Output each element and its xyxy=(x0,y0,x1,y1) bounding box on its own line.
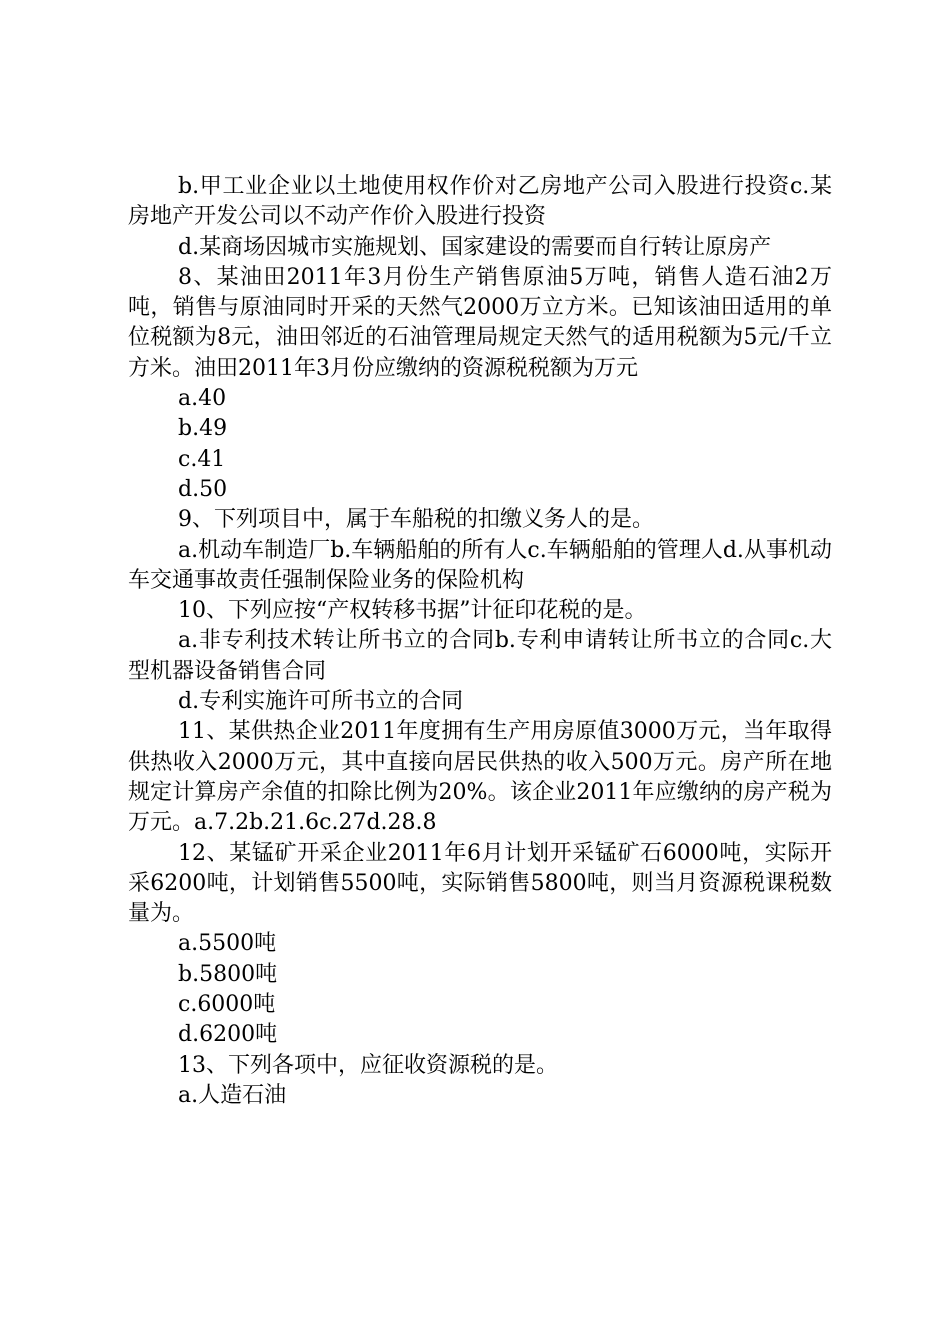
paragraph-question12-option-c: c.6000吨 xyxy=(178,992,276,1018)
paragraph-question8-option-a: a.40 xyxy=(178,386,227,412)
paragraph-question7-options-bc: b.甲工业企业以土地使用权作价对乙房地产公司入股进行投资c.某房地产开发公司以不动产作价入股进行投资 xyxy=(128,174,832,230)
paragraph-question13-stem: 13、下列各项中，应征收资源税的是。 xyxy=(178,1052,558,1078)
paragraph-question12-stem: 12、某锰矿开采企业2011年6月计划开采锰矿石6000吨，实际开采6200吨，计划销售5500吨，实际销售5800吨，则当月资源税课税数量为。 xyxy=(128,840,832,927)
paragraph-question8-option-c: c.41 xyxy=(178,446,226,472)
paragraph-question10-options-abc: a.非专利技术转让所书立的合同b.专利申请转让所书立的合同c.大型机器设备销售合同 xyxy=(128,628,832,684)
paragraph-question8-option-b: b.49 xyxy=(178,416,228,442)
paragraph-question12-option-a: a.5500吨 xyxy=(178,931,277,957)
paragraph-question9-options: a.机动车制造厂b.车辆船舶的所有人c.车辆船舶的管理人d.从事机动车交通事故责任强制保险业务的保险机构 xyxy=(128,537,832,593)
paragraph-question9-stem: 9、下列项目中，属于车船税的扣缴义务人的是。 xyxy=(178,507,654,533)
paragraph-question8-stem: 8、某油田2011年3月份生产销售原油5万吨，销售人造石油2万吨，销售与原油同时开采的天然气2000万立方米。已知该油田适用的单位税额为8元，油田邻近的石油管理局规定天然气的适用税额为5元/千立方米。油田2011年3月份应缴纳的资源税税额为万元 xyxy=(128,264,832,381)
document-page xyxy=(128,172,832,1111)
paragraph-question10-stem: 10、下列应按“产权转移书据”计征印花税的是。 xyxy=(178,598,647,624)
paragraph-question12-option-b: b.5800吨 xyxy=(178,961,278,987)
paragraph-question8-option-d: d.50 xyxy=(178,476,228,502)
paragraph-question10-option-d: d.专利实施许可所书立的合同 xyxy=(178,689,464,715)
paragraph-question7-option-d: d.某商场因城市实施规划、国家建设的需要而自行转让原房产 xyxy=(178,234,772,260)
paragraph-question11: 11、某供热企业2011年度拥有生产用房原值3000万元，当年取得供热收入2000万元，其中直接向居民供热的收入500万元。房产所在地规定计算房产余值的扣除比例为20%。该企业2011年应缴纳的房产税为万元。a.7.2b.21.6c.27d.28.8 xyxy=(128,719,832,836)
paragraph-question12-option-d: d.6200吨 xyxy=(178,1022,278,1048)
paragraph-question13-option-a: a.人造石油 xyxy=(178,1082,287,1108)
